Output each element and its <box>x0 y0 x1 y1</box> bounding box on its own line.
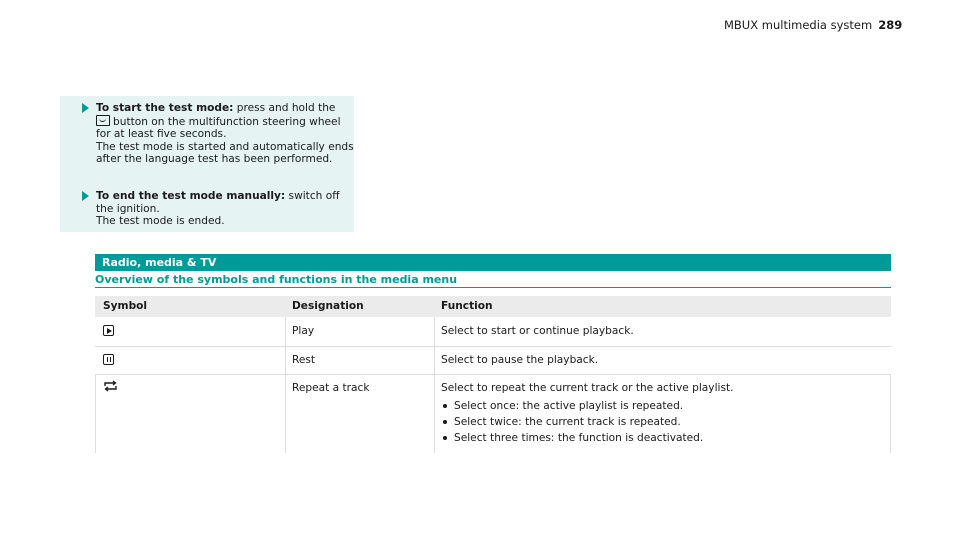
step-heading: To start the test mode: <box>96 102 234 114</box>
instruction-step-end <box>96 190 356 228</box>
function-cell: Select to start or continue playback. <box>441 325 634 337</box>
page-header <box>724 18 903 32</box>
table-row <box>95 347 891 375</box>
column-header-designation: Designation <box>292 300 364 312</box>
header-title: MBUX multimedia system <box>724 18 873 32</box>
step-text: press and hold the <box>236 102 336 114</box>
instruction-step-start <box>96 102 356 166</box>
designation-cell: Play <box>292 325 315 337</box>
steering-wheel-button-icon <box>96 115 110 126</box>
section-title: Radio, media & TV <box>95 254 891 271</box>
function-cell: Select to pause the playback. <box>441 354 599 366</box>
step-text: switch off the ignition. <box>96 190 340 215</box>
function-cell <box>441 382 881 446</box>
page-number: 289 <box>878 18 903 32</box>
function-text: Select to repeat the current track or the active playlist. <box>441 382 734 394</box>
step-heading: To end the test mode manually: <box>96 190 286 202</box>
designation-cell: Repeat a track <box>292 382 370 394</box>
function-bullets <box>441 398 881 446</box>
step-text-cont: button on the multifunction steering wheel for at least five seconds. <box>96 115 341 141</box>
column-header-function: Function <box>441 300 493 312</box>
table-row <box>95 317 891 347</box>
pause-icon <box>103 354 114 365</box>
repeat-icon <box>103 380 118 392</box>
table-row <box>95 375 891 453</box>
list-item: Select once: the active playlist is repeated. <box>441 398 881 414</box>
play-icon <box>103 325 114 336</box>
step-arrow-icon <box>82 103 89 113</box>
step-arrow-icon <box>82 191 89 201</box>
step-result: The test mode is ended. <box>96 215 225 228</box>
section-subtitle: Overview of the symbols and functions in the media menu <box>95 272 891 288</box>
designation-cell: Rest <box>292 354 316 366</box>
column-header-symbol: Symbol <box>103 300 148 312</box>
table-header-row <box>95 296 891 317</box>
symbols-table <box>95 296 891 453</box>
list-item: Select twice: the current track is repeated. <box>441 414 881 430</box>
step-result: The test mode is started and automatically ends after the language test has been performed. <box>96 140 354 166</box>
list-item: Select three times: the function is deactivated. <box>441 430 881 446</box>
